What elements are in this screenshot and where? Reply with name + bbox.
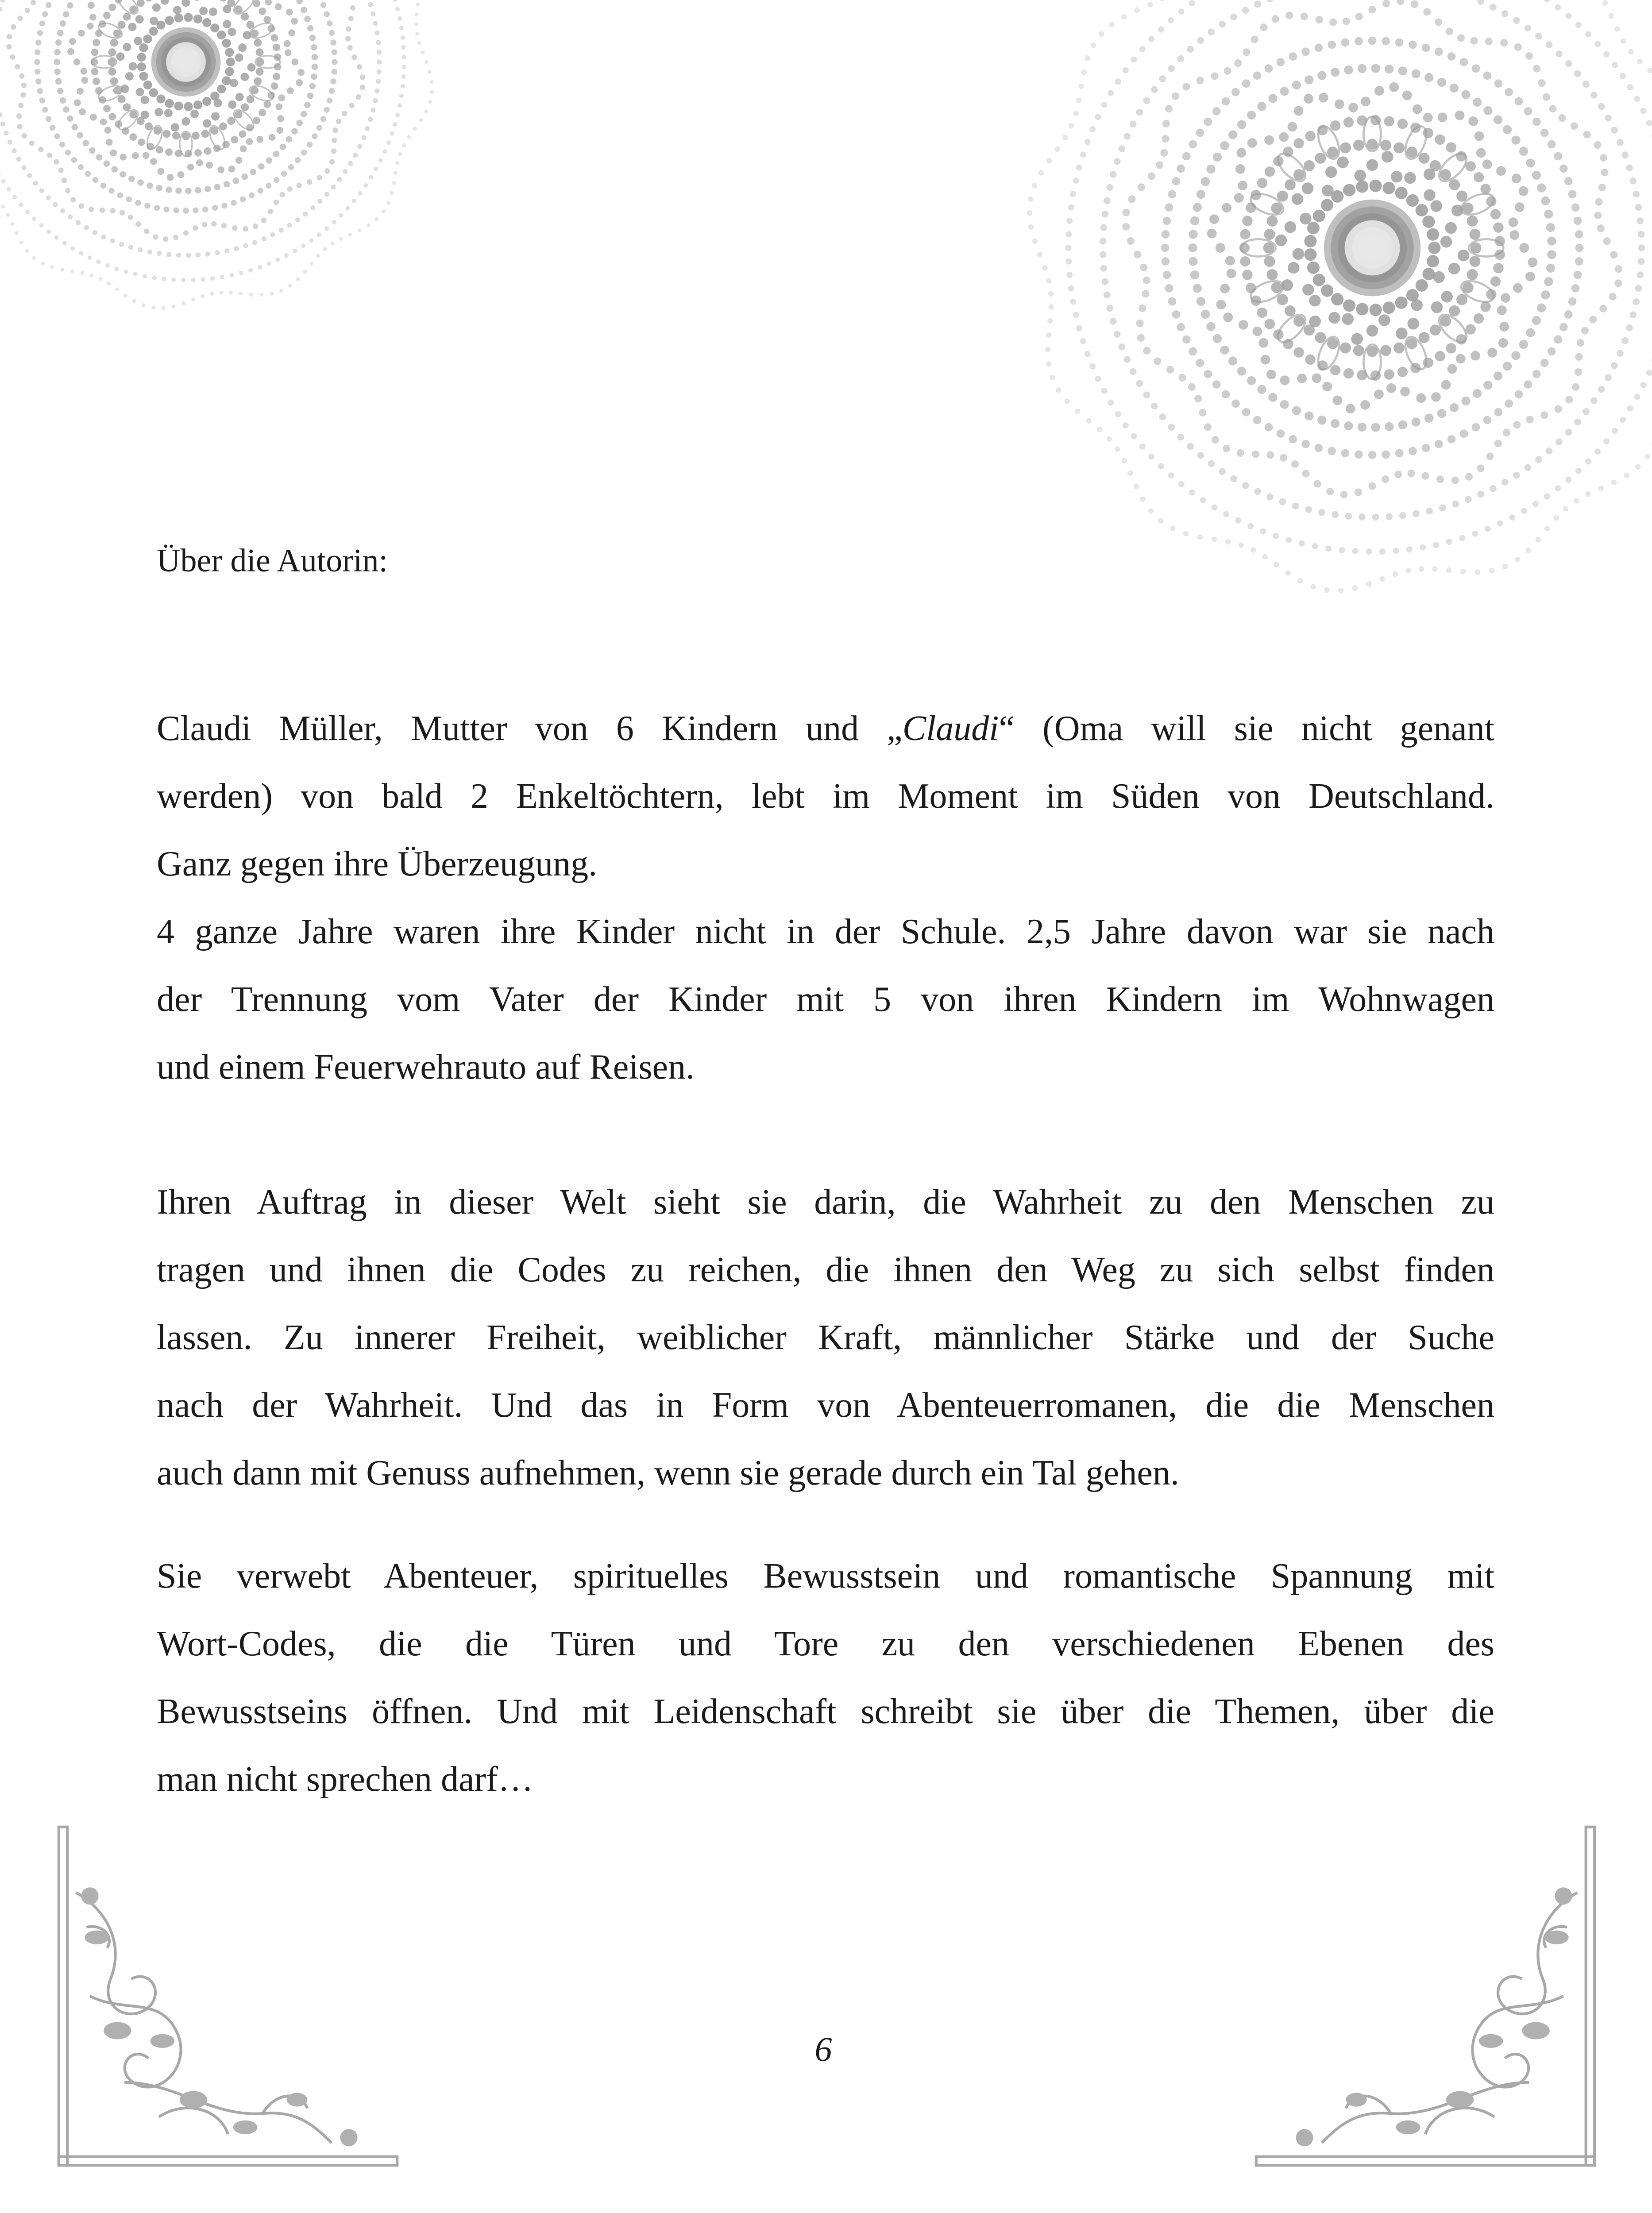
mandala-ornament-left: [0, 0, 434, 310]
text-line: Ihren Auftrag in dieser Welt sieht sie darin, die Wahrheit zu den Menschen zu: [157, 1183, 1494, 1222]
paragraph-mission: [157, 1168, 1494, 1507]
paragraph-intro: [157, 695, 1494, 1101]
text-line: Ganz gegen ihre Überzeugung.: [157, 844, 598, 883]
text-line: tragen und ihnen die Codes zu reichen, die ihnen den Weg zu sich selbst finden: [157, 1250, 1494, 1289]
text-line: nach der Wahrheit. Und das in Form von Abenteuerromanen, die die Menschen: [157, 1386, 1494, 1425]
page-number: 6: [814, 2030, 832, 2068]
text-line: lassen. Zu innerer Freiheit, weiblicher Kraft, männlicher Stärke und der Suche: [157, 1318, 1494, 1357]
paragraph-style: [157, 1542, 1494, 1813]
text-line: auch dann mit Genuss aufnehmen, wenn sie gerade durch ein Tal gehen.: [157, 1453, 1179, 1492]
text-line: und einem Feuerwehrauto auf Reisen.: [157, 1048, 695, 1087]
mandala-ornament-right: [1027, 0, 1652, 593]
text-line: Wort-Codes, die die Türen und Tore zu den verschiedenen Ebenen des: [157, 1624, 1494, 1663]
text-line: der Trennung vom Vater der Kinder mit 5 von ihren Kindern im Wohnwagen: [157, 980, 1494, 1019]
text-line: man nicht sprechen darf…: [157, 1760, 533, 1799]
text-line: Bewusstseins öffnen. Und mit Leidenschaft schreibt sie über die Themen, über die: [157, 1692, 1494, 1731]
text-line: Sie verwebt Abenteuer, spirituelles Bewusstsein und romantische Spannung mit: [157, 1557, 1494, 1596]
text-line: werden) von bald 2 Enkeltöchtern, lebt im Moment im Süden von Deutschland.: [157, 777, 1494, 816]
corner-flourish-icon-right: [1251, 1824, 1600, 2169]
section-heading: Über die Autorin:: [157, 543, 388, 579]
text-line: Claudi Müller, Mutter von 6 Kindern und „Claudi“ (Oma will sie nicht genant: [157, 709, 1494, 748]
corner-flourish-icon-left: [53, 1824, 403, 2169]
italic-name: Claudi: [902, 709, 999, 748]
text-line: 4 ganze Jahre waren ihre Kinder nicht in der Schule. 2,5 Jahre davon war sie nach: [157, 912, 1494, 951]
